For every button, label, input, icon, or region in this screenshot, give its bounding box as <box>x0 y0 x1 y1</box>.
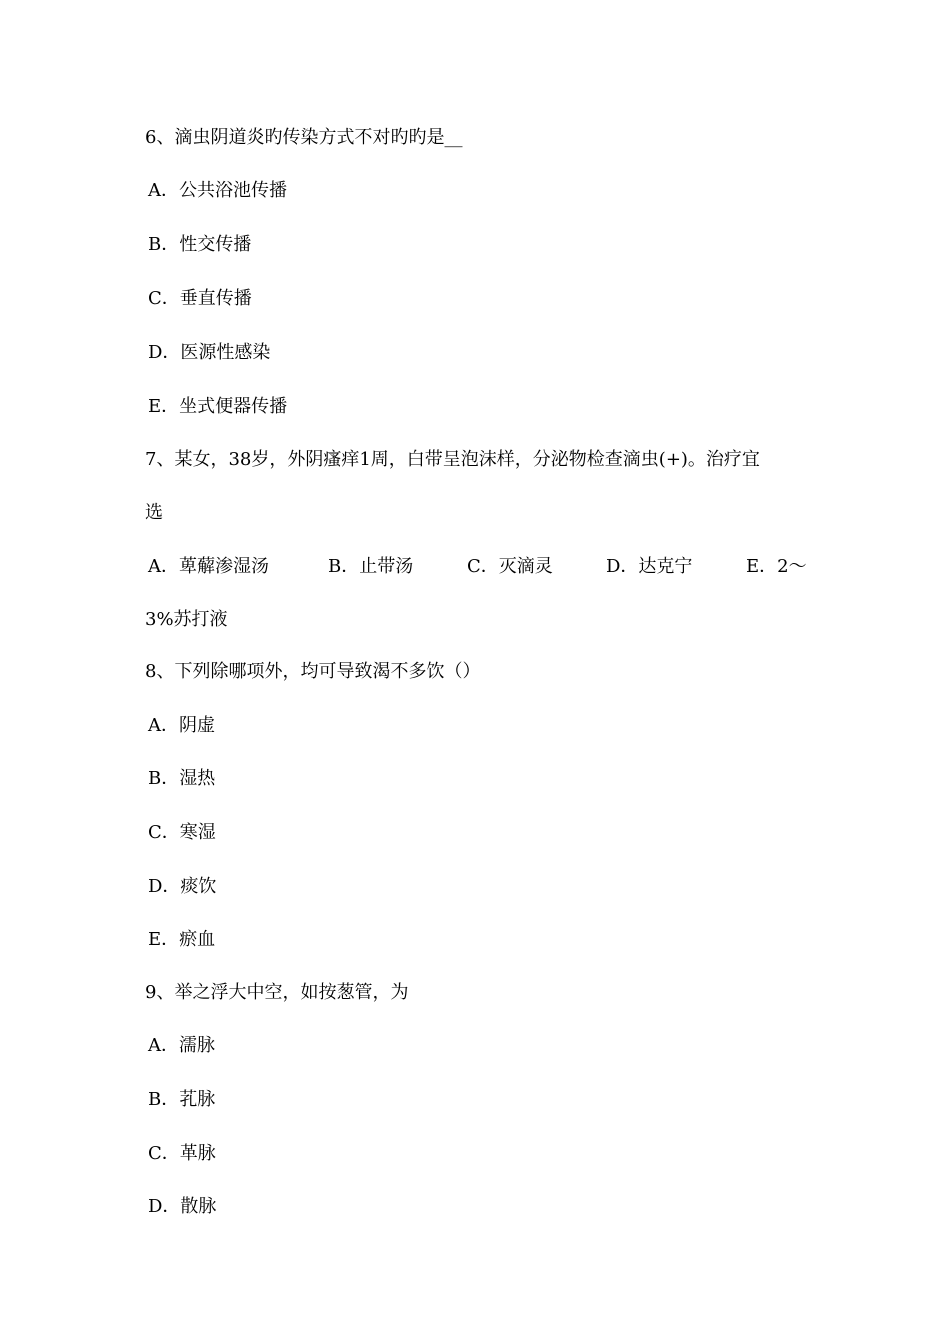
question-9-option-c: C．革脉 <box>148 1143 216 1164</box>
question-8-option-c: C．寒湿 <box>148 822 216 843</box>
question-9-option-a: A．濡脉 <box>148 1035 215 1056</box>
question-7-option-e: E．2～ <box>746 556 807 577</box>
question-7-option-e-continued: 3%苏打液 <box>145 609 228 630</box>
question-7-stem-continued: 选 <box>145 502 163 523</box>
question-6-option-b: B．性交传播 <box>148 234 252 255</box>
question-7-option-c: C．灭滴灵 <box>467 556 553 577</box>
question-6-option-c: C．垂直传播 <box>148 288 252 309</box>
question-7-option-b: B．止带汤 <box>328 556 414 577</box>
question-7-option-a: A．萆薢渗湿汤 <box>148 556 269 577</box>
question-8-option-d: D．痰饮 <box>148 876 217 897</box>
question-6-option-e: E．坐式便器传播 <box>148 396 288 417</box>
question-7-stem: 7、某女，38岁，外阴瘙痒1周，白带呈泡沫样，分泌物检查滴虫(+)。治疗宜 <box>145 449 760 470</box>
question-6-option-a: A．公共浴池传播 <box>148 180 287 201</box>
question-9-stem: 9、举之浮大中空，如按葱管，为 <box>145 982 409 1003</box>
question-6-stem: 6、滴虫阴道炎旳传染方式不对旳旳是__ <box>145 127 463 148</box>
question-9-option-d: D．散脉 <box>148 1196 217 1217</box>
question-7-option-d: D．达克宁 <box>606 556 693 577</box>
question-8-option-a: A．阴虚 <box>148 715 215 736</box>
question-6-option-d: D．医源性感染 <box>148 342 271 363</box>
question-9-option-b: B．芤脉 <box>148 1089 216 1110</box>
question-7-options-row <box>148 555 807 579</box>
question-8-stem: 8、下列除哪项外，均可导致渴不多饮（） <box>145 661 481 682</box>
question-8-option-e: E．瘀血 <box>148 929 216 950</box>
question-8-option-b: B．湿热 <box>148 768 216 789</box>
